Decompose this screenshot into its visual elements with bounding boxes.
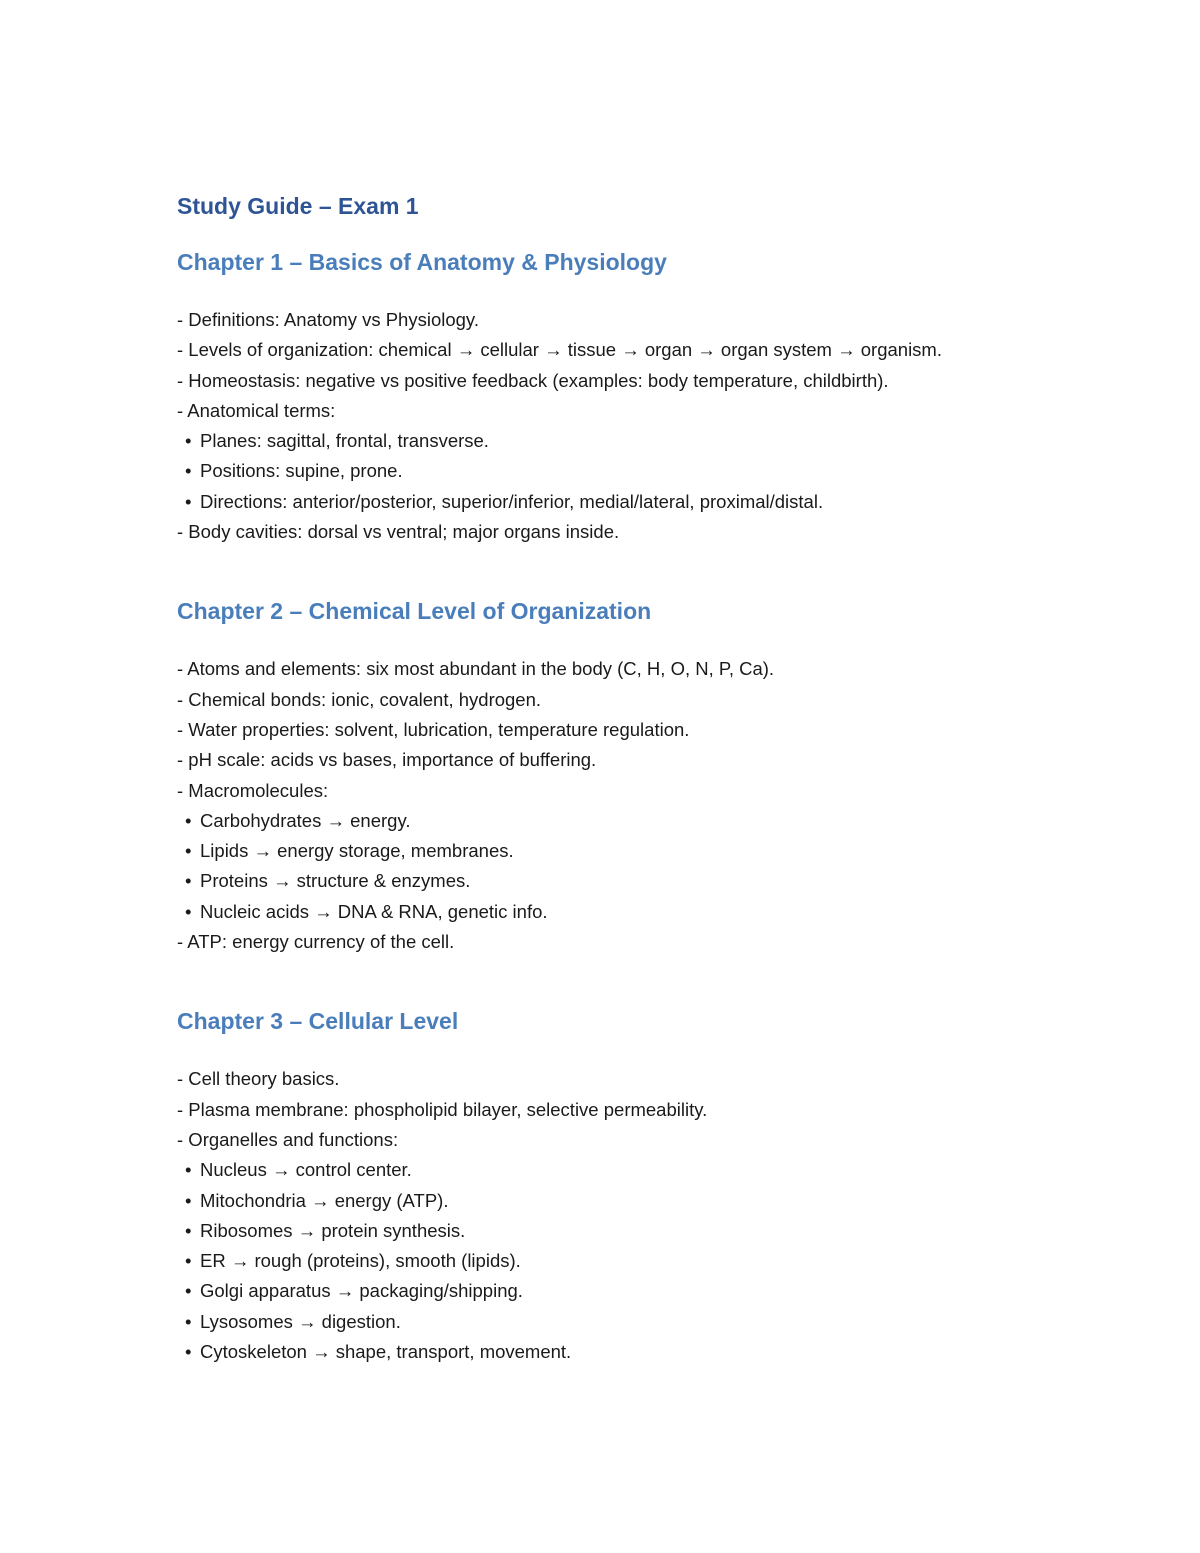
list-item-text: - Cell theory basics. — [177, 1068, 340, 1090]
list-item-text: - Levels of organization: chemical → cellular → tissue → organ → organ system → organism. — [177, 339, 942, 361]
chapter-lines — [177, 305, 1137, 547]
list-item-text: - Water properties: solvent, lubrication, temperature regulation. — [177, 718, 690, 740]
list-item-text: Planes: sagittal, frontal, transverse. — [200, 430, 489, 452]
sub-bullet-item — [177, 1155, 1137, 1185]
sub-bullet-item — [177, 1216, 1137, 1246]
list-item — [177, 1125, 1137, 1155]
sub-bullet-item — [177, 1307, 1137, 1337]
sub-bullet-item — [177, 866, 1137, 896]
list-item-text: - Plasma membrane: phospholipid bilayer, selective permeability. — [177, 1098, 708, 1120]
list-item — [177, 335, 1137, 365]
bullet-icon: • — [185, 1280, 192, 1302]
list-item-text: - pH scale: acids vs bases, importance of buffering. — [177, 749, 597, 771]
chapter-heading: Chapter 1 – Basics of Anatomy & Physiology — [177, 249, 667, 275]
chapter-lines — [177, 654, 1137, 957]
chapter-section-3 — [177, 1003, 1137, 1367]
list-item-text: Carbohydrates → energy. — [200, 809, 411, 831]
list-item-text: Directions: anterior/posterior, superior/inferior, medial/lateral, proximal/distal. — [200, 490, 824, 512]
list-item — [177, 1064, 1137, 1094]
sub-bullet-item — [177, 806, 1137, 836]
list-item-text: Nucleus → control center. — [200, 1159, 412, 1181]
sub-bullet-item — [177, 487, 1137, 517]
sub-bullet-item — [177, 1337, 1137, 1367]
list-item-text: Mitochondria → energy (ATP). — [200, 1189, 449, 1211]
list-item — [177, 654, 1137, 684]
sub-bullet-item — [177, 1276, 1137, 1306]
bullet-icon: • — [185, 490, 192, 512]
list-item — [177, 715, 1137, 745]
bullet-icon: • — [185, 1219, 192, 1241]
sub-bullet-item — [177, 897, 1137, 927]
list-item — [177, 1095, 1137, 1125]
list-item-text: Ribosomes → protein synthesis. — [200, 1219, 466, 1241]
sub-bullet-item — [177, 1186, 1137, 1216]
list-item — [177, 396, 1137, 426]
list-item-text: - Body cavities: dorsal vs ventral; major organs inside. — [177, 521, 620, 543]
document-content — [177, 188, 1137, 1367]
chapter-section-1 — [177, 244, 1137, 547]
chapter-section-2 — [177, 593, 1137, 957]
list-item — [177, 745, 1137, 775]
list-item-text: - ATP: energy currency of the cell. — [177, 931, 455, 953]
bullet-icon: • — [185, 809, 192, 831]
bullet-icon: • — [185, 1159, 192, 1181]
document-title: Study Guide – Exam 1 — [177, 193, 419, 219]
list-item — [177, 305, 1137, 335]
bullet-icon: • — [185, 840, 192, 862]
bullet-icon: • — [185, 1250, 192, 1272]
list-item — [177, 366, 1137, 396]
list-item-text: Proteins → structure & enzymes. — [200, 870, 471, 892]
list-item — [177, 927, 1137, 957]
bullet-icon: • — [185, 1310, 192, 1332]
chapter-list — [177, 244, 1137, 1367]
list-item-text: - Organelles and functions: — [177, 1128, 399, 1150]
list-item-text: - Anatomical terms: — [177, 399, 336, 421]
list-item-text: Lysosomes → digestion. — [200, 1310, 401, 1332]
sub-bullet-item — [177, 836, 1137, 866]
list-item-text: - Atoms and elements: six most abundant in the body (C, H, O, N, P, Ca). — [177, 658, 775, 680]
bullet-icon: • — [185, 1189, 192, 1211]
list-item-text: - Definitions: Anatomy vs Physiology. — [177, 309, 479, 330]
sub-bullet-item — [177, 1246, 1137, 1276]
chapter-heading: Chapter 2 – Chemical Level of Organization — [177, 598, 652, 625]
bullet-icon: • — [185, 460, 192, 482]
sub-bullet-item — [177, 426, 1137, 456]
list-item-text: ER → rough (proteins), smooth (lipids). — [200, 1250, 521, 1272]
bullet-icon: • — [185, 900, 192, 922]
chapter-lines — [177, 1064, 1137, 1367]
chapter-heading: Chapter 3 – Cellular Level — [177, 1008, 459, 1035]
bullet-icon: • — [185, 1341, 192, 1363]
list-item — [177, 776, 1137, 806]
list-item-text: Nucleic acids → DNA & RNA, genetic info. — [200, 900, 548, 922]
list-item-text: - Macromolecules: — [177, 779, 329, 801]
list-item-text: Golgi apparatus → packaging/shipping. — [200, 1280, 523, 1302]
bullet-icon: • — [185, 870, 192, 892]
list-item-text: Lipids → energy storage, membranes. — [200, 840, 514, 862]
list-item-text: Positions: supine, prone. — [200, 460, 403, 482]
list-item — [177, 685, 1137, 715]
bullet-icon: • — [185, 430, 192, 452]
sub-bullet-item — [177, 456, 1137, 486]
list-item-text: Cytoskeleton → shape, transport, movement. — [200, 1341, 572, 1363]
list-item-text: - Homeostasis: negative vs positive feedback (examples: body temperature, childbirth). — [177, 369, 889, 391]
list-item — [177, 517, 1137, 547]
list-item-text: - Chemical bonds: ionic, covalent, hydrogen. — [177, 688, 542, 710]
